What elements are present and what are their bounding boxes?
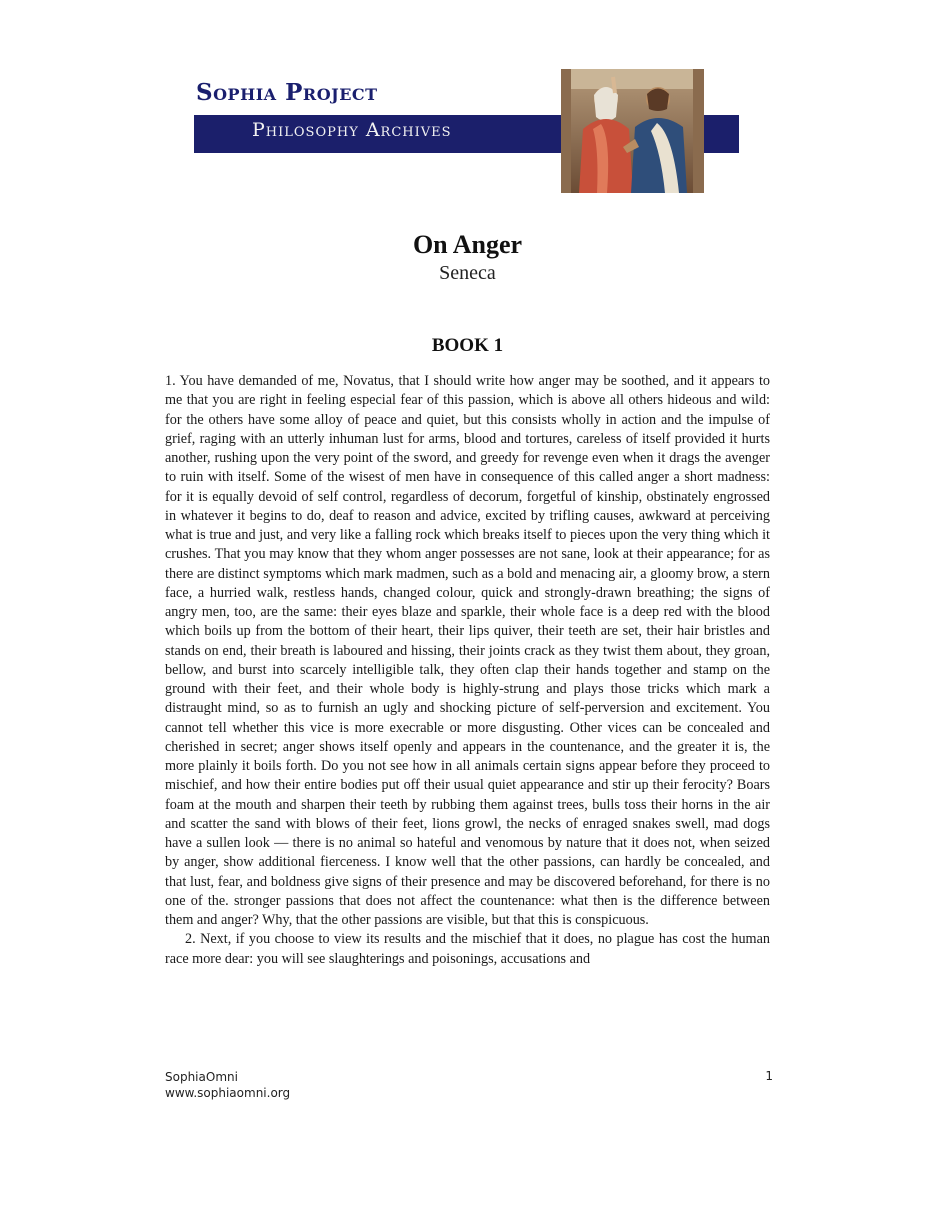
plato-aristotle-painting-icon bbox=[561, 69, 704, 193]
title-block bbox=[0, 229, 935, 285]
header-banner bbox=[194, 69, 739, 193]
document-author: Seneca bbox=[439, 262, 496, 284]
brand-subtitle: Philosophy Archives bbox=[252, 119, 452, 141]
footer-publisher: SophiaOmni bbox=[165, 1070, 238, 1084]
body-text bbox=[165, 372, 770, 969]
footer-website: www.sophiaomni.org bbox=[165, 1086, 291, 1100]
brand-title: Sophia Project bbox=[196, 79, 378, 106]
paragraph: 2. Next, if you choose to view its results and the mischief that it does, no plague has cost the human race more dear: you will see slaughterings and poisonings, accusations and bbox=[165, 931, 770, 967]
page-number: 1 bbox=[765, 1069, 773, 1083]
footer-publisher-block bbox=[165, 1069, 290, 1101]
section-heading: BOOK 1 bbox=[431, 335, 504, 356]
paragraph: 1. You have demanded of me, Novatus, that I should write how anger may be soothed, and it appears to me that you are right in feeling especial fear of this passion, which is above all others hideous and wild: for the others have some alloy of peace and quiet, but this consists wholly in action and the impulse of grief, raging with an utterly inhuman lust for arms, blood and tortures, careless of itself provided it hurts another, rushing upon the very point of the sword, and greedy for revenge even when it drags the avenger to ruin with itself. Some of the wisest of men have in consequence of this called anger a short madness: for it is equally devoid of self control, regardless of decorum, forgetful of kinship, obstinately engrossed in whatever it begins to do, deaf to reason and advice, excited by trifling causes, awkward at perceiving what is true and just, and very like a falling rock which breaks itself to pieces upon the very thing which it crushes. That you may know that they whom anger possesses are not sane, look at their appearance; for as there are distinct symptoms which mark madmen, such as a bold and menacing air, a gloomy brow, a stern face, a hurried walk, restless hands, changed colour, quick and strongly-drawn breathing; the signs of angry men, too, are the same: their eyes blaze and sparkle, their whole face is a deep red with the blood which boils up from the bottom of their heart, their lips quiver, their teeth are set, their hair bristles and stands on end, their breath is laboured and hissing, their joints crack as they twist them about, they groan, bellow, and burst into scarcely intelligible talk, they often clap their hands together and stamp on the ground with their feet, and their whole body is highly-strung and plays those tricks which mark a distraught mind, so as to furnish an ugly and shocking picture of self-perversion and excitement. You cannot tell whether this vice is more execrable or more disgusting. Other vices can be concealed and cherished in secret; anger shows itself openly and appears in the countenance, and the greater it is, the more plainly it boils forth. Do you not see how in all animals certain signs appear before they proceed to mischief, and how their entire bodies put off their usual quiet appearance and stir up their ferocity? Boars foam at the mouth and sharpen their teeth by rubbing them against trees, bulls toss their horns in the air and scatter the sand with blows of their feet, lions growl, the necks of enraged snakes swell, mad dogs have a sullen look — there is no animal so hateful and venomous by nature that it does not, when seized by anger, show additional fierceness. I know well that the other passions, can hardly be concealed, and that lust, fear, and boldness give signs of their presence and may be discovered beforehand, for there is no one of the. stronger passions that does not affect the countenance: what then is the difference between them and anger? Why, that the other passions are visible, but that this is conspicuous. bbox=[165, 373, 770, 928]
document-title: On Anger bbox=[412, 230, 523, 259]
